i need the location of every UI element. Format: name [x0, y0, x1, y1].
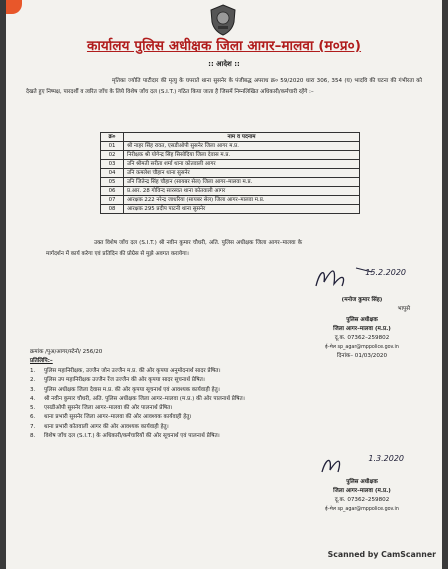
- list-item-text: श्री नवीन कुमार चौधरी, अति. पुलिस अधीक्षक जिला आगर–मालवा (म.प्र.) की ओर पालनार्थ प्रेषित।: [44, 395, 245, 402]
- name-cell: श्री नाहर सिंह रावत, एसडीओपी सुसनेर जिला आगर म.प्र.: [124, 142, 360, 151]
- serial-cell: 05: [101, 178, 124, 187]
- intro-paragraph: मृतिका ज्योति पाटीदार की मृत्यु के घपराते थाना सुसनेर के पंजीबद्ध अपराध क्र० 59/2020 धारा 306, 354 (घ) भादवि की घटना की गंभीरता को देखते हुए निष्पक्ष, पारदर्शी व त्वरित जाँच के लिये विशेष जाँच दल (S.I.T.) गठित किया जाता है जिसमें निम्नलिखित अधिकारी/कर्मचारी रहेंगे :–: [26, 78, 422, 95]
- name-cell: प्र.आर. 28 गोविन्द सारस्वत थाना कोतवाली आगर: [124, 187, 360, 196]
- serial-cell: 02: [101, 151, 124, 160]
- list-item-text: पुलिस उप महानिरीक्षक उज्जैन रेंज उज्जैन की ओर कृपया सादर सूचनार्थ प्रेषित।: [44, 377, 205, 384]
- copies-heading: प्रतिलिपि:–: [30, 358, 53, 364]
- list-item-number: 7.: [30, 423, 36, 430]
- list-item: [30, 404, 412, 413]
- list-item-text: विशेष जाँच दल (S.I.T.) के अधिकारी/कर्मचारियों की ओर सूचनार्थ एवं पालनार्थ प्रेषित।: [44, 433, 220, 440]
- order-title: :: आदेश ::: [208, 60, 240, 68]
- list-item-text: थाना प्रभारी सुसनेर जिला आगर–मालवा की ओर आवश्यक कार्यवाही हेतु।: [44, 414, 192, 421]
- table-row: [101, 205, 360, 214]
- reference-number: 256/20: [82, 349, 103, 355]
- office-email: ई–मेल sp_agar@mppolice.gov.in: [325, 345, 399, 350]
- serial-cell: 04: [101, 169, 124, 178]
- table-row: [101, 151, 360, 160]
- signature-block-1: [298, 262, 426, 361]
- name-cell: उनि श्रीमती सरीता शर्मा थाना कोतवाली आगर: [124, 160, 360, 169]
- scanner-watermark: Scanned by CamScanner: [327, 550, 436, 559]
- order-date: दिनांक– 01/03/2020: [336, 353, 388, 359]
- list-item-number: 1.: [30, 368, 36, 374]
- office-email: ई–मेल sp_agar@mppolice.gov.in: [325, 507, 399, 512]
- signature-block-2: [298, 452, 426, 514]
- list-item-number: 8.: [30, 433, 36, 440]
- list-item: [30, 386, 412, 395]
- column-header-name: नाम व पदनाम: [124, 133, 360, 142]
- signatory-designation: पुलिस अधीक्षक: [346, 479, 378, 485]
- signature-date-scribble: 15.2.2020: [365, 268, 406, 277]
- reference-line: [30, 348, 290, 357]
- list-item: [30, 413, 412, 422]
- list-item: [30, 376, 412, 385]
- serial-cell: 03: [101, 160, 124, 169]
- copy-distribution-list: [30, 367, 412, 441]
- column-header-serial: क्र०: [101, 133, 124, 142]
- table-header-row: [101, 133, 360, 142]
- signatory-district: जिला आगर–मालवा (म.प्र.): [333, 488, 391, 494]
- list-item-number: 4.: [30, 395, 36, 402]
- list-item-number: 3.: [30, 386, 36, 393]
- officer-marker: भापुसे: [397, 306, 410, 312]
- handwritten-signature-icon: [302, 452, 422, 478]
- table-row: [101, 169, 360, 178]
- signatory-name: (मनोज कुमार सिंह): [341, 297, 383, 303]
- name-cell: उनि जितेन्द्र सिंह चौहान (सायबर सेल) जिला आगर–मालवा म.प्र.: [124, 178, 360, 187]
- guidance-paragraph: उक्त विशेष जाँच दल (S.I.T.) श्री नवीन कुमार चौधरी, अति. पुलिस अधीक्षक जिला आगर–मालवा के मार्गदर्शन में कार्य करेगा एवं प्रतिदिन की प्रोग्रेस से मुझे अवगत करायेगा।: [46, 240, 302, 257]
- office-heading: कार्यालय पुलिस अधीक्षक जिला आगर–मालवा (म०प्र०): [86, 38, 362, 54]
- list-item-text: एसडीओपी सुसनेर जिला आगर–मालवा की ओर पालनार्थ प्रेषित।: [44, 405, 173, 412]
- name-cell: आरक्षक 295 प्रदीप पाटनी थाना सुसनेर: [124, 205, 360, 214]
- signatory-designation: पुलिस अधीक्षक: [346, 317, 378, 323]
- table-row: [101, 187, 360, 196]
- office-phone: दू.क. 07362–259802: [334, 335, 390, 341]
- sit-members-table: [100, 132, 360, 214]
- table-row: [101, 196, 360, 205]
- mp-police-emblem-icon: [208, 4, 238, 36]
- signatory-district: जिला आगर–मालवा (म.प्र.): [333, 326, 391, 332]
- table-row: [101, 178, 360, 187]
- serial-cell: 06: [101, 187, 124, 196]
- list-item: [30, 432, 412, 441]
- signature-date-scribble: 1.3.2020: [368, 454, 404, 463]
- list-item-number: 6.: [30, 414, 36, 421]
- list-item: [30, 367, 412, 376]
- name-cell: निरीक्षक श्री योगेन्द्र सिंह सिसोदिया जिला देवास म.प्र.: [124, 151, 360, 160]
- office-phone: दू.क. 07362–259802: [334, 497, 390, 503]
- list-item-text: पुलिस महानिरीक्षक, उज्जैन जोन उज्जैन म.प्र. की ओर कृपया अनुमोदनार्थ सादर प्रेषित।: [44, 368, 221, 374]
- document-page: [6, 0, 442, 569]
- list-item-text: पुलिस अधीक्षक जिला देवास म.प्र. की ओर कृपया सूचनार्थ एवं आवश्यक कार्यवाही हेतु।: [44, 386, 220, 393]
- serial-cell: 08: [101, 205, 124, 214]
- reference-label: क्रमांक /पुअ/आगर/स्टेनो/: [30, 349, 81, 355]
- serial-cell: 07: [101, 196, 124, 205]
- table-row: [101, 142, 360, 151]
- list-item: [30, 395, 412, 404]
- name-cell: आरक्षक 222 नरेन्द्र जाधरिया (सायबर सेल) जिला आगर–मालवा म.प्र.: [124, 196, 360, 205]
- camscanner-corner-mark: [6, 0, 22, 14]
- name-cell: उनि कमलेश चौहान थाना सुसनेर: [124, 169, 360, 178]
- table-row: [101, 160, 360, 169]
- list-item: [30, 423, 412, 432]
- list-item-number: 2.: [30, 377, 36, 384]
- list-item-text: थाना प्रभारी कोतवाली आगर की ओर आवश्यक कार्यवाही हेतु।: [44, 423, 169, 430]
- serial-cell: 01: [101, 142, 124, 151]
- list-item-number: 5.: [30, 405, 36, 412]
